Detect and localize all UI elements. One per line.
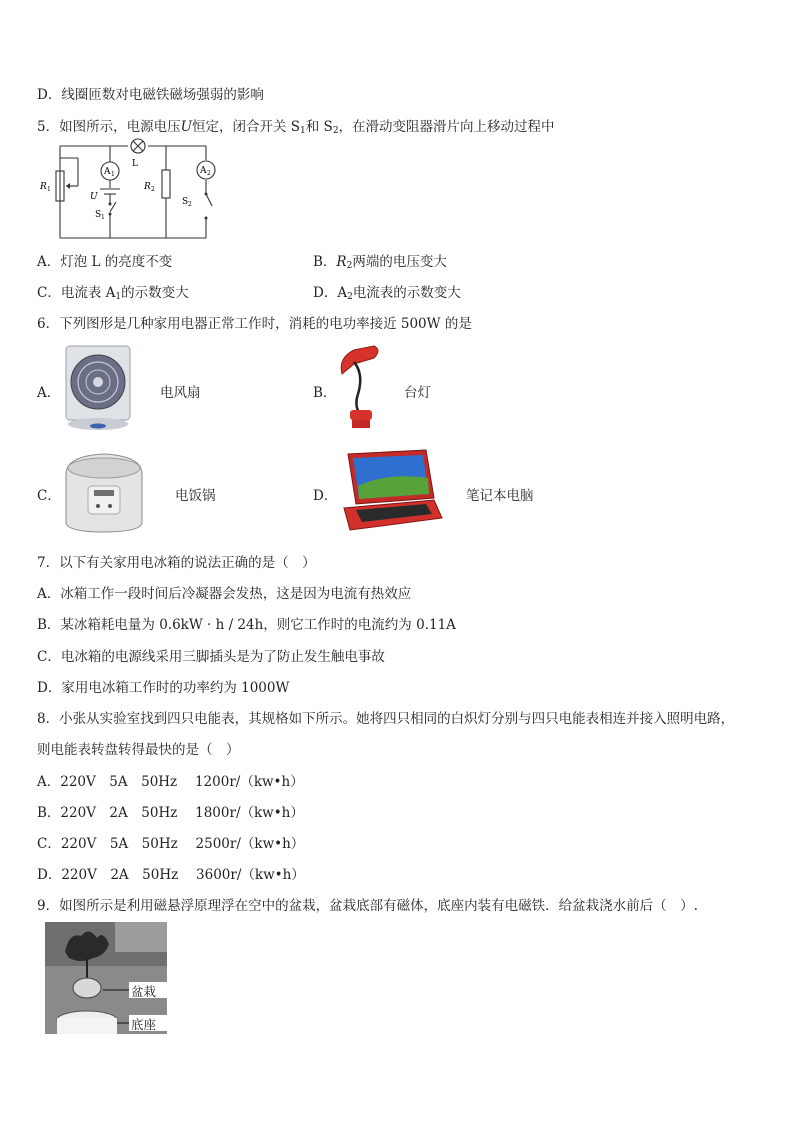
r2-label: R bbox=[144, 182, 151, 192]
q7-option-a: A．冰箱工作一段时间后冷凝器会发热，这是因为电流有热效应 bbox=[37, 586, 412, 602]
q8-option-b: B．220V 2A 50Hz 1800r/（kw•h） bbox=[37, 805, 304, 821]
q8-option-c: C．220V 5A 50Hz 2500r/（kw•h） bbox=[37, 836, 305, 852]
svg-text:2: 2 bbox=[151, 186, 155, 193]
q6-option-a-letter: A． bbox=[37, 385, 61, 401]
q6-option-a-label: 电风扇 bbox=[160, 385, 201, 401]
pot-label: 盆栽 bbox=[131, 984, 157, 999]
q8-option-a: A．220V 5A 50Hz 1200r/（kw•h） bbox=[37, 774, 304, 790]
lamp-label: L bbox=[132, 159, 138, 169]
svg-text:1: 1 bbox=[47, 186, 51, 193]
q6-stem: 6．下列图形是几种家用电器正常工作时，消耗的电功率接近 500W 的是 bbox=[37, 316, 472, 332]
q6-option-c-label: 电饭锅 bbox=[175, 488, 216, 504]
q5-option-d: D．$A_2$电流表的示数变大 bbox=[313, 285, 461, 302]
svg-text:2: 2 bbox=[207, 170, 211, 177]
q6-option-b-letter: B． bbox=[313, 385, 337, 401]
q6-option-c-letter: C． bbox=[37, 488, 61, 504]
rice-cooker-image bbox=[58, 448, 150, 536]
laptop-image bbox=[338, 448, 444, 534]
q5-circuit-diagram bbox=[38, 136, 228, 248]
q5-option-c: C．电流表 $A_1$的示数变大 bbox=[37, 285, 189, 302]
s2-label: S bbox=[182, 197, 189, 207]
q5-stem: 5．如图所示，电源电压U恒定，闭合开关 $S_1$和 $S_2$，在滑动变阻器滑片向上移动过程中 bbox=[37, 119, 555, 136]
q6-option-b-label: 台灯 bbox=[404, 385, 431, 401]
s1-label: S bbox=[95, 210, 102, 220]
a2-label: A bbox=[200, 166, 207, 176]
q8-option-d: D．220V 2A 50Hz 3600r/（kw•h） bbox=[37, 867, 305, 883]
q5-option-a: A．灯泡 L 的亮度不变 bbox=[37, 254, 173, 270]
q7-option-c: C．电冰箱的电源线采用三脚插头是为了防止发生触电事故 bbox=[37, 649, 385, 665]
svg-text:1: 1 bbox=[101, 214, 105, 221]
q5-option-b: B．$R_2$两端的电压变大 bbox=[313, 254, 447, 271]
svg-text:2: 2 bbox=[188, 201, 192, 208]
q4-option-d: D．线圈匝数对电磁铁磁场强弱的影响 bbox=[37, 87, 264, 103]
q8-stem-line-1: 8．小张从实验室找到四只电能表，其规格如下所示。她将四只相同的白炽灯分别与四只电能表相连并接入照明电路， bbox=[37, 711, 735, 727]
q9-stem: 9．如图所示是利用磁悬浮原理浮在空中的盆栽，盆栽底部有磁体，底座内装有电磁铁．给盆栽浇水前后（ ）. bbox=[37, 898, 698, 914]
q8-stem-line-2: 则电能表转盘转得最快的是（ ） bbox=[37, 742, 240, 758]
r1-label: R bbox=[40, 182, 47, 192]
q6-option-d-label: 笔记本电脑 bbox=[466, 488, 534, 504]
base-label: 底座 bbox=[131, 1017, 157, 1032]
q7-option-b: B．某冰箱耗电量为 0.6kW · h / 24h，则它工作时的电流约为 0.11A bbox=[37, 617, 456, 633]
r2-resistor bbox=[162, 170, 170, 198]
q7-stem: 7．以下有关家用电冰箱的说法正确的是（ ） bbox=[37, 555, 316, 571]
q6-option-d-letter: D． bbox=[313, 488, 338, 504]
electric-fan-image bbox=[62, 344, 134, 432]
a1-label: A bbox=[104, 167, 111, 177]
desk-lamp-image bbox=[334, 344, 390, 430]
q7-option-d: D．家用电冰箱工作时的功率约为 1000W bbox=[37, 680, 290, 696]
u-label: U bbox=[90, 192, 98, 202]
svg-text:1: 1 bbox=[111, 171, 115, 178]
